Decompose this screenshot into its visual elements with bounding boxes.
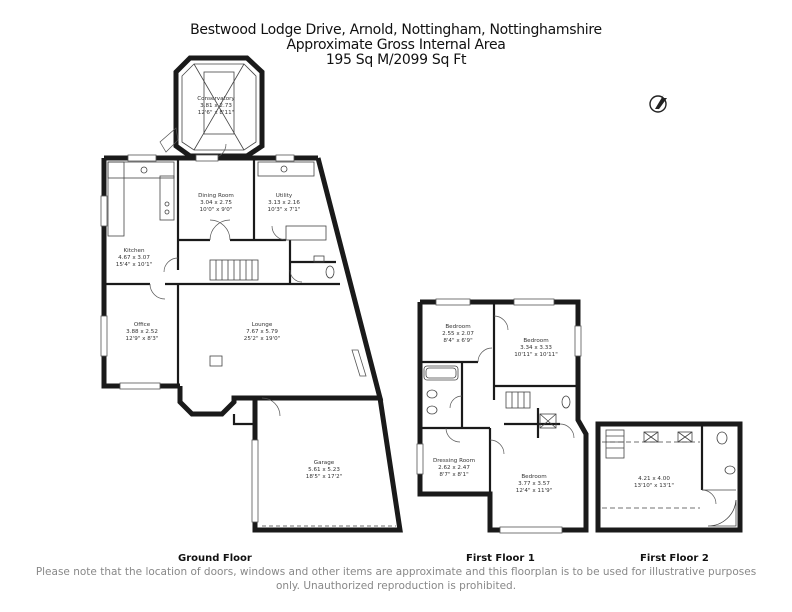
first-floor-2-label: First Floor 2 bbox=[640, 553, 709, 564]
garage-metric: 5.61 x 5.23 bbox=[308, 467, 340, 473]
area-value: 195 Sq M/2099 Sq Ft bbox=[325, 52, 467, 68]
garage-imperial: 18'5" x 17'2" bbox=[305, 474, 343, 480]
conservatory-metric: 3.81 x 2.73 bbox=[200, 103, 232, 109]
office-imperial: 12'9" x 8'3" bbox=[125, 336, 159, 342]
kitchen-metric: 4.67 x 3.07 bbox=[118, 255, 150, 261]
bedroom-2-imperial: 10'11" x 10'11" bbox=[514, 352, 558, 358]
dining-name: Dining Room bbox=[198, 193, 234, 199]
area-label: Approximate Gross Internal Area bbox=[286, 37, 506, 53]
compass-north-icon bbox=[650, 94, 667, 116]
utility-imperial: 10'3" x 7'1" bbox=[267, 207, 301, 213]
attic-room-metric: 4.21 x 4.00 bbox=[638, 476, 670, 482]
utility-name: Utility bbox=[275, 193, 293, 199]
office-metric: 3.88 x 2.52 bbox=[126, 329, 158, 335]
conservatory-name: Conservatory bbox=[197, 96, 235, 102]
dining-imperial: 10'0" x 9'0" bbox=[199, 207, 233, 213]
utility-metric: 3.13 x 2.16 bbox=[268, 200, 300, 206]
office-name: Office bbox=[133, 322, 151, 328]
lounge-name: Lounge bbox=[251, 322, 273, 328]
bedroom-2-name: Bedroom bbox=[523, 338, 549, 344]
bedroom-2-metric: 3.34 x 3.33 bbox=[520, 345, 552, 351]
garage-name: Garage bbox=[313, 460, 335, 466]
bedroom-1-imperial: 8'4" x 6'9" bbox=[443, 338, 473, 344]
dressing-room-metric: 2.62 x 2.47 bbox=[438, 465, 470, 471]
dining-metric: 3.04 x 2.75 bbox=[200, 200, 232, 206]
bedroom-3-name: Bedroom bbox=[521, 474, 547, 480]
ground-floor-plan bbox=[101, 58, 400, 530]
property-address: Bestwood Lodge Drive, Arnold, Nottingham, Nottinghamshire bbox=[190, 22, 602, 38]
conservatory-imperial: 12'6" x 8'11" bbox=[197, 110, 235, 116]
lounge-imperial: 25'2" x 19'0" bbox=[243, 336, 281, 342]
lounge-metric: 7.67 x 5.79 bbox=[246, 329, 278, 335]
ground-floor-label: Ground Floor bbox=[178, 553, 252, 564]
bedroom-1-metric: 2.55 x 2.07 bbox=[442, 331, 474, 337]
bedroom-3-metric: 3.77 x 3.57 bbox=[518, 481, 550, 487]
attic-room-imperial: 13'10" x 13'1" bbox=[633, 483, 675, 489]
dressing-room-imperial: 8'7" x 8'1" bbox=[439, 472, 469, 478]
kitchen-imperial: 15'4" x 10'1" bbox=[115, 262, 153, 268]
bedroom-1-name: Bedroom bbox=[445, 324, 471, 330]
bedroom-3-imperial: 12'4" x 11'9" bbox=[515, 488, 553, 494]
disclaimer-text: Please note that the location of doors, windows and other items are approximate and this floorplan is to be used for illustrative purposes only. Unauthorized reproduction is prohibited. bbox=[35, 566, 757, 592]
first-floor-1-label: First Floor 1 bbox=[466, 553, 535, 564]
dressing-room-name: Dressing Room bbox=[432, 458, 476, 464]
kitchen-name: Kitchen bbox=[123, 248, 145, 254]
